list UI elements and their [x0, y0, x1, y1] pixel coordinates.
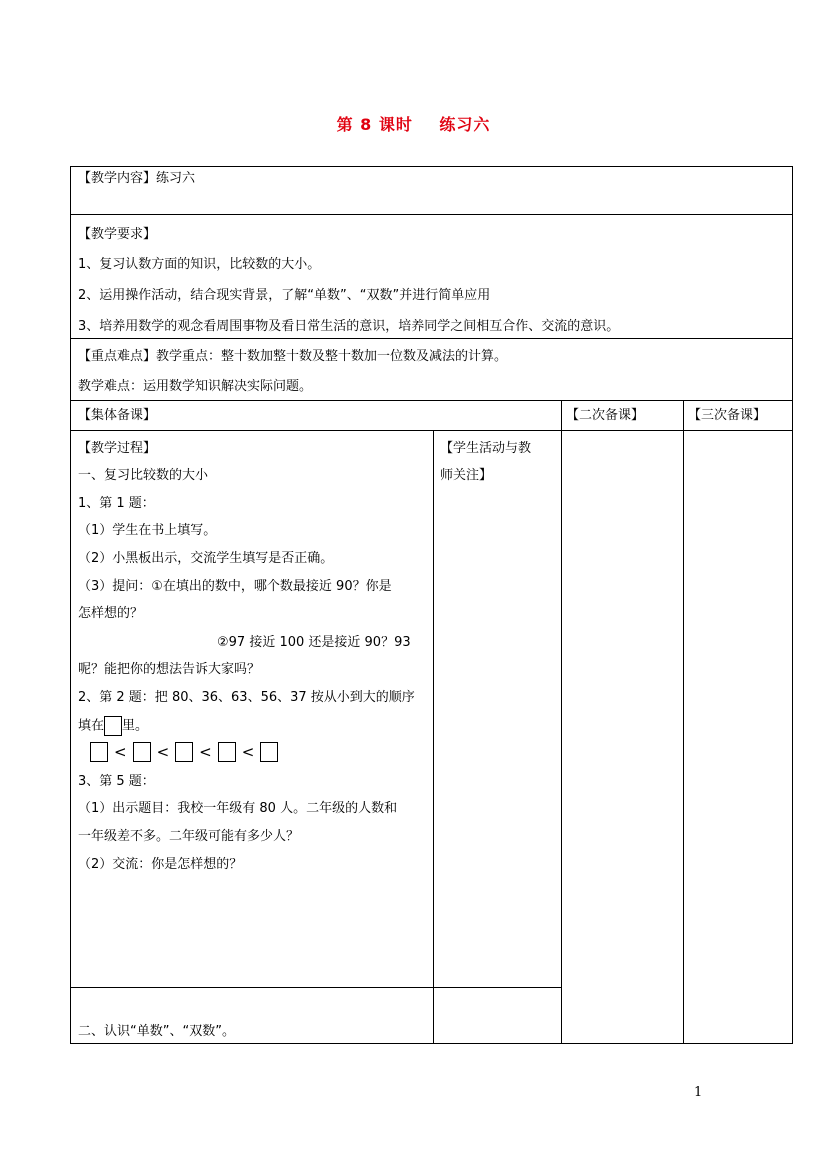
collective-prep-header: 【集体备课】: [78, 408, 157, 423]
table-border-left: [70, 166, 71, 1044]
process-line: 3、第 5 题：: [78, 774, 155, 789]
difficult-points: 教学难点：运用数学知识解决实际问题。: [78, 379, 313, 394]
requirement-item: 1、复习认数方面的知识，比较数的大小。: [78, 257, 321, 272]
table-divider: [70, 400, 793, 401]
less-than-sign: <: [199, 743, 212, 761]
table-divider: [70, 214, 793, 215]
answer-box[interactable]: [133, 742, 151, 762]
process-line: （1）学生在书上填写。: [78, 523, 217, 538]
third-prep-header: 【三次备课】: [688, 408, 767, 423]
process-line: 2、第 2 题：把 80、36、63、56、37 按从小到大的顺序: [78, 690, 415, 705]
requirement-item: 3、培养用数学的观念看周围事物及看日常生活的意识，培养同学之间相互合作、交流的意识。: [78, 319, 620, 334]
table-divider: [70, 987, 561, 988]
student-activity-heading: 【学生活动与教: [440, 441, 532, 456]
process-line: 一年级差不多。二年级可能有多少人？: [78, 829, 300, 844]
process-line: 一、复习比较数的大小: [78, 468, 209, 483]
fill-in-text: 填在: [78, 718, 105, 734]
less-than-sign: <: [156, 743, 170, 761]
table-divider: [683, 400, 684, 1044]
ordering-boxes: [90, 742, 278, 762]
requirements-heading: 【教学要求】: [78, 227, 157, 242]
section-two-heading: 二、认识“单数”、“双数”。: [78, 1024, 235, 1039]
title-topic: 练习六: [439, 115, 491, 134]
answer-box[interactable]: [90, 742, 108, 762]
process-line: （3）提问：①在填出的数中，哪个数最接近 90？你是: [78, 579, 392, 594]
second-prep-header: 【二次备课】: [566, 408, 645, 423]
fill-in-text-end: 里。: [122, 718, 149, 734]
answer-box[interactable]: [218, 742, 236, 762]
student-activity-heading-cont: 师关注】: [440, 468, 493, 483]
answer-box[interactable]: [104, 716, 122, 736]
requirement-item: 2、运用操作活动，结合现实背景，了解“单数”、“双数”并进行简单应用: [78, 288, 491, 303]
process-line: （2）小黑板出示，交流学生填写是否正确。: [78, 551, 334, 566]
page-title: [0, 112, 827, 135]
less-than-sign: <: [114, 743, 127, 761]
page-number: 1: [694, 1085, 703, 1100]
teaching-content: 【教学内容】练习六: [78, 171, 196, 186]
table-border-right: [792, 166, 793, 1044]
process-line: 1、第 1 题：: [78, 496, 155, 511]
answer-box[interactable]: [260, 742, 278, 762]
table-divider: [561, 400, 562, 1044]
process-line: （2）交流：你是怎样想的？: [78, 857, 243, 872]
process-line: （1）出示题目：我校一年级有 80 人。二年级的人数和: [78, 801, 398, 816]
title-lesson: 第 8 课时: [336, 115, 413, 134]
answer-box[interactable]: [175, 742, 193, 762]
table-divider: [70, 338, 793, 339]
process-line: ②97 接近 100 还是接近 90？93: [217, 635, 411, 650]
process-line: 怎样想的？: [78, 606, 144, 621]
process-line: [78, 716, 148, 736]
key-points: 【重点难点】教学重点：整十数加整十数及整十数加一位数及减法的计算。: [78, 349, 508, 364]
table-border-top: [70, 166, 793, 167]
process-line: 呢？能把你的想法告诉大家吗？: [78, 662, 261, 677]
less-than-sign: <: [241, 743, 255, 761]
table-border-bottom: [70, 1043, 793, 1044]
table-divider: [70, 430, 793, 431]
process-heading: 【教学过程】: [78, 441, 157, 456]
table-divider: [433, 430, 434, 1044]
